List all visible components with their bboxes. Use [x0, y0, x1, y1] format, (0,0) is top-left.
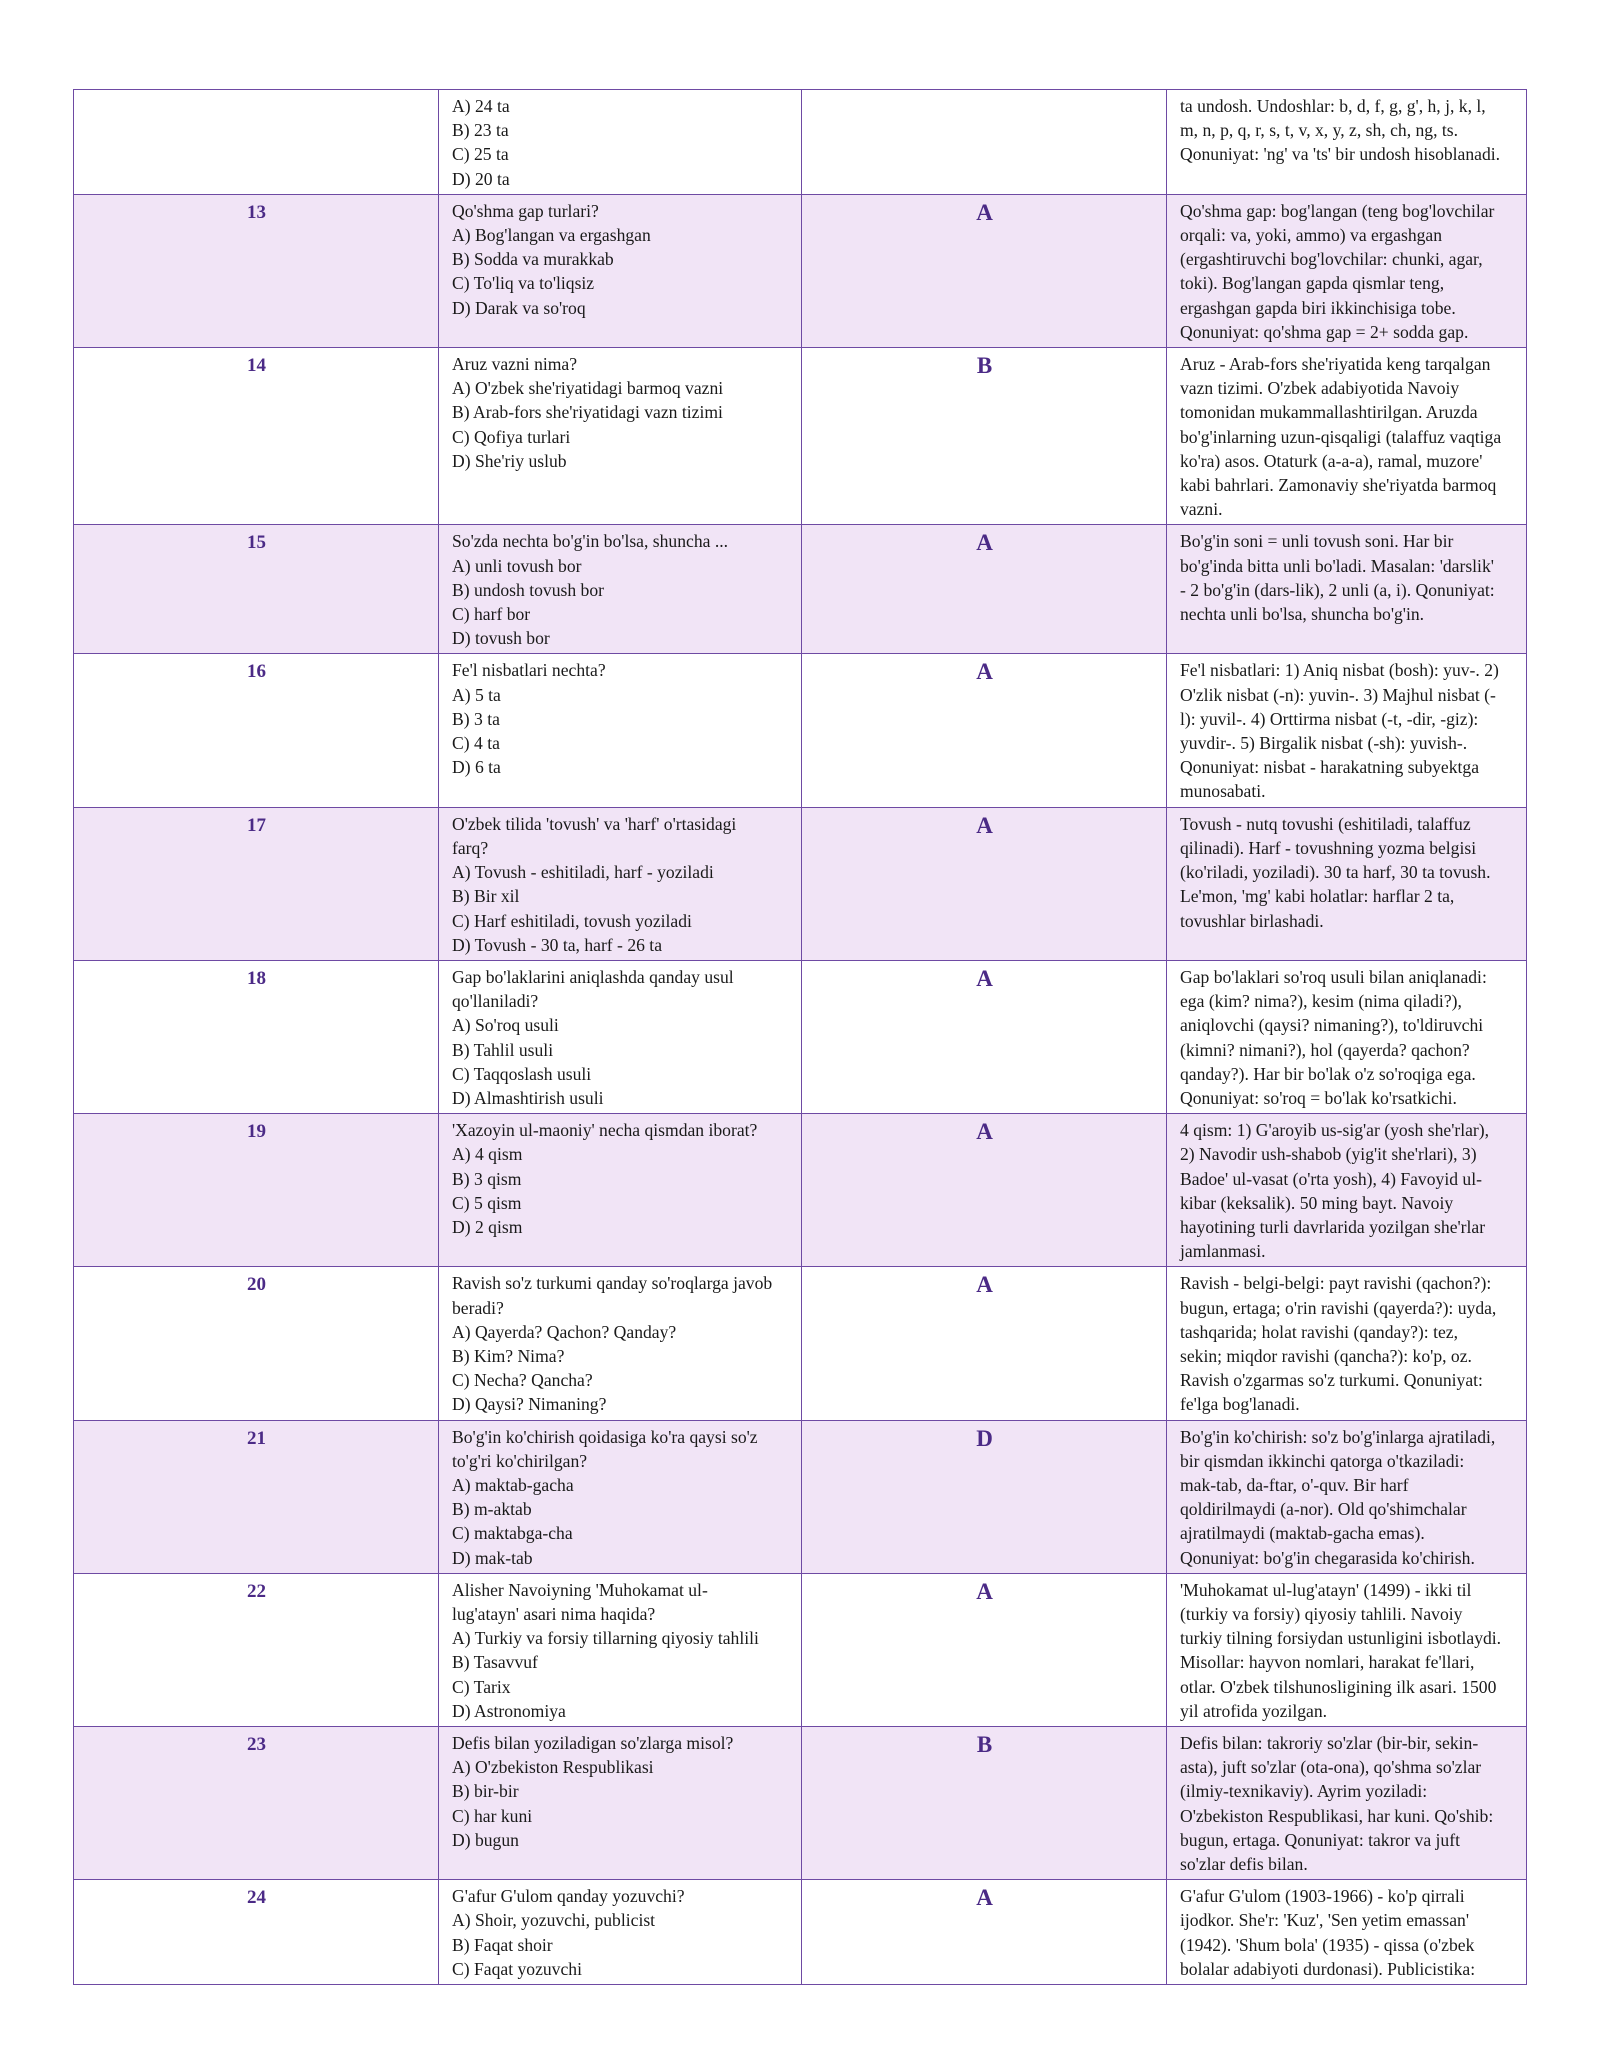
explanation-line: Qo'shma gap: bog'langan (teng bog'lovchilar	[1180, 200, 1495, 221]
answer-option: D) 6 ta	[452, 757, 501, 778]
answer-option: A) unli tovush bor	[452, 555, 582, 576]
question-text: Gap bo'laklarini aniqlashda qanday usul	[452, 966, 734, 987]
explanation-line: kibar (keksalik). 50 ming bayt. Navoiy	[1180, 1192, 1454, 1213]
explanation-cell	[1167, 525, 1527, 654]
explanation-line: Gap bo'laklari so'roq usuli bilan aniqlanadi:	[1180, 966, 1487, 987]
explanation-line: aniqlovchi (qaysi? nimaning?), to'ldiruvchi	[1180, 1015, 1484, 1036]
explanation-line: turkiy tilning forsiydan ustunligini isbotlaydi.	[1180, 1628, 1502, 1649]
correct-answer: A	[802, 1880, 1167, 1985]
explanation-line: O'zbekiston Respublikasi, har kuni. Qo'shib:	[1180, 1805, 1494, 1826]
explanation-line: Qonuniyat: so'roq = bo'lak ko'rsatkichi.	[1180, 1087, 1457, 1108]
answer-option: B) Tahlil usuli	[452, 1039, 554, 1060]
explanation-line: Qonuniyat: 'ng' va 'ts' bir undosh hisoblanadi.	[1180, 144, 1501, 165]
explanation-line: ajratilmaydi (maktab-gacha emas).	[1180, 1523, 1425, 1544]
table-row	[74, 1727, 1527, 1880]
explanation-line: Qonuniyat: nisbat - harakatning subyektga	[1180, 757, 1480, 778]
answer-option: B) Kim? Nima?	[452, 1345, 565, 1366]
explanation-line: bugun, ertaga; o'rin ravishi (qayerda?): uyda,	[1180, 1297, 1497, 1318]
explanation-line: ko'ra) asos. Otaturk (a-a-a), ramal, muzore'	[1180, 450, 1483, 471]
explanation-cell	[1167, 1727, 1527, 1880]
answer-option: A) maktab-gacha	[452, 1474, 574, 1495]
explanation-line: mak-tab, da-ftar, o'-quv. Bir harf	[1180, 1474, 1409, 1495]
question-number	[74, 90, 439, 195]
question-number: 16	[74, 654, 439, 807]
answer-option: C) harf bor	[452, 604, 531, 625]
explanation-cell	[1167, 807, 1527, 960]
answer-option: B) Sodda va murakkab	[452, 249, 614, 270]
explanation-line: yuvdir-. 5) Birgalik nisbat (-sh): yuvish-.	[1180, 733, 1468, 754]
explanation-line: vazni.	[1180, 499, 1223, 520]
table-row	[74, 1114, 1527, 1267]
explanation-line: (ilmiy-texnikaviy). Ayrim yoziladi:	[1180, 1781, 1428, 1802]
explanation-line: O'zlik nisbat (-n): yuvin-. 3) Majhul nisbat (-	[1180, 684, 1496, 705]
answer-option: to'g'ri ko'chirilgan?	[452, 1450, 588, 1471]
answer-option: A) Tovush - eshitiladi, harf - yoziladi	[452, 862, 714, 883]
explanation-line: l): yuvil-. 4) Orttirma nisbat (-t, -dir, -giz):	[1180, 708, 1479, 729]
explanation-line: Le'mon, 'mg' kabi holatlar: harflar 2 ta,	[1180, 886, 1455, 907]
explanation-line: Fe'l nisbatlari: 1) Aniq nisbat (bosh): yuv-. 2)	[1180, 660, 1499, 681]
explanation-line: bolalar adabiyoti durdonasi). Publicistika:	[1180, 1958, 1476, 1979]
explanation-line: fe'lga bog'lanadi.	[1180, 1394, 1300, 1415]
question-text: Ravish so'z turkumi qanday so'roqlarga javob	[452, 1273, 773, 1294]
explanation-line: tomonidan mukammallashtirilgan. Aruzda	[1180, 402, 1478, 423]
answer-option: C) 5 qism	[452, 1192, 522, 1213]
answer-option: C) Harf eshitiladi, tovush yoziladi	[452, 910, 692, 931]
explanation-line: otlar. O'zbek tilshunosligining ilk asari. 1500	[1180, 1676, 1497, 1697]
explanation-line: - 2 bo'g'in (dars-lik), 2 unli (a, i). Qonuniyat:	[1180, 579, 1495, 600]
explanation-line: ergashgan gapda biri ikkinchisiga tobe.	[1180, 297, 1456, 318]
explanation-cell	[1167, 1420, 1527, 1573]
explanation-line: bo'g'inda bitta unli bo'ladi. Masalan: 'darslik'	[1180, 555, 1494, 576]
table-row	[74, 90, 1527, 195]
explanation-line: so'zlar defis bilan.	[1180, 1854, 1308, 1875]
explanation-line: (turkiy va forsiy) qiyosiy tahlili. Navoiy	[1180, 1603, 1463, 1624]
question-number: 24	[74, 1880, 439, 1985]
answer-option: D) Tovush - 30 ta, harf - 26 ta	[452, 934, 663, 955]
answer-option: D) Almashtirish usuli	[452, 1087, 604, 1108]
correct-answer: A	[802, 1114, 1167, 1267]
explanation-line: 4 qism: 1) G'aroyib us-sig'ar (yosh she'rlar),	[1180, 1120, 1490, 1141]
question-number: 21	[74, 1420, 439, 1573]
explanation-line: Qonuniyat: qo'shma gap = 2+ sodda gap.	[1180, 321, 1469, 342]
table-body	[74, 90, 1527, 1985]
explanation-line: orqali: va, yoki, ammo) va ergashgan	[1180, 225, 1443, 246]
answer-option: A) O'zbekiston Respublikasi	[452, 1757, 654, 1778]
question-cell	[439, 1420, 802, 1573]
answer-option: B) Tasavvuf	[452, 1652, 538, 1673]
correct-answer: A	[802, 1573, 1167, 1726]
explanation-line: qoldirilmaydi (a-nor). Old qo'shimchalar	[1180, 1499, 1467, 1520]
question-number: 17	[74, 807, 439, 960]
correct-answer: A	[802, 654, 1167, 807]
correct-answer: D	[802, 1420, 1167, 1573]
answer-option: C) 4 ta	[452, 733, 500, 754]
explanation-line: jamlanmasi.	[1180, 1241, 1266, 1262]
answer-option: D) She'riy uslub	[452, 450, 567, 471]
correct-answer: A	[802, 525, 1167, 654]
answer-option: C) Faqat yozuvchi	[452, 1958, 582, 1979]
question-text: Aruz vazni nima?	[452, 354, 578, 375]
table-row	[74, 1573, 1527, 1726]
question-cell	[439, 348, 802, 525]
explanation-line: Ravish o'zgarmas so'z turkumi. Qonuniyat:	[1180, 1370, 1483, 1391]
question-cell	[439, 525, 802, 654]
answer-option: D) Qaysi? Nimaning?	[452, 1394, 607, 1415]
question-cell	[439, 654, 802, 807]
answer-option: lug'atayn' asari nima haqida?	[452, 1603, 656, 1624]
explanation-line: vazn tizimi. O'zbek adabiyotida Navoiy	[1180, 378, 1460, 399]
question-text: Fe'l nisbatlari nechta?	[452, 660, 606, 681]
question-number: 19	[74, 1114, 439, 1267]
answer-option: A) Qayerda? Qachon? Qanday?	[452, 1321, 677, 1342]
answer-option: B) Bir xil	[452, 886, 520, 907]
explanation-line: tovushlar birlashadi.	[1180, 910, 1324, 931]
question-number: 22	[74, 1573, 439, 1726]
answer-option: C) 25 ta	[452, 144, 509, 165]
answer-option: B) Arab-fors she'riyatidagi vazn tizimi	[452, 402, 723, 423]
answer-option: C) Qofiya turlari	[452, 426, 571, 447]
explanation-cell	[1167, 654, 1527, 807]
answer-option: C) Taqqoslash usuli	[452, 1063, 592, 1084]
explanation-line: sekin; miqdor ravishi (qancha?): ko'p, oz.	[1180, 1345, 1472, 1366]
question-cell	[439, 960, 802, 1113]
explanation-line: Defis bilan: takroriy so'zlar (bir-bir, sekin-	[1180, 1733, 1479, 1753]
explanation-line: (ko'riladi, yoziladi). 30 ta harf, 30 ta tovush.	[1180, 862, 1491, 883]
explanation-line: m, n, p, q, r, s, t, v, x, y, z, sh, ch, ng, ts.	[1180, 120, 1459, 141]
answer-option: qo'llaniladi?	[452, 991, 539, 1012]
explanation-cell	[1167, 1573, 1527, 1726]
explanation-line: bo'g'inlarning uzun-qisqaligi (talaffuz vaqtiga	[1180, 426, 1502, 447]
explanation-line: munosabati.	[1180, 781, 1266, 802]
question-cell	[439, 1114, 802, 1267]
explanation-line: hayotining turli davrlarida yozilgan she'rlar	[1180, 1216, 1486, 1237]
question-text: Qo'shma gap turlari?	[452, 200, 599, 221]
explanation-line: Bo'g'in soni = unli tovush soni. Har bir	[1180, 531, 1454, 552]
question-text: So'zda nechta bo'g'in bo'lsa, shuncha ...	[452, 531, 729, 552]
answer-option: D) Darak va so'roq	[452, 297, 586, 318]
explanation-line: (1942). 'Shum bola' (1935) - qissa (o'zbek	[1180, 1934, 1475, 1955]
answer-option: C) Necha? Qancha?	[452, 1370, 593, 1391]
question-number: 23	[74, 1727, 439, 1880]
explanation-cell	[1167, 1114, 1527, 1267]
answer-option: D) Astronomiya	[452, 1700, 566, 1721]
answer-option: A) So'roq usuli	[452, 1015, 559, 1036]
explanation-line: Ravish - belgi-belgi: payt ravishi (qachon?):	[1180, 1273, 1492, 1294]
table-row	[74, 807, 1527, 960]
explanation-cell	[1167, 194, 1527, 347]
explanation-line: ijodkor. She'r: 'Kuz', 'Sen yetim emassan'	[1180, 1910, 1469, 1931]
correct-answer: B	[802, 348, 1167, 525]
explanation-line: toki). Bog'langan gapda qismlar teng,	[1180, 273, 1445, 294]
answer-option: A) 24 ta	[452, 96, 510, 116]
explanation-line: Qonuniyat: bo'g'in chegarasida ko'chirish.	[1180, 1547, 1475, 1568]
question-text: Defis bilan yoziladigan so'zlarga misol?	[452, 1733, 734, 1753]
answer-option: B) Faqat shoir	[452, 1934, 553, 1955]
explanation-line: tashqarida; holat ravishi (qanday?): tez,	[1180, 1321, 1458, 1342]
explanation-line: qanday?). Har bir bo'lak o'z so'roqiga ega.	[1180, 1063, 1476, 1084]
answer-option: A) O'zbek she'riyatidagi barmoq vazni	[452, 378, 724, 399]
explanation-line: Badoe' ul-vasat (o'rta yosh), 4) Favoyid ul-	[1180, 1168, 1482, 1189]
answer-option: B) bir-bir	[452, 1781, 519, 1802]
question-text: 'Xazoyin ul-maoniy' necha qismdan iborat?	[452, 1120, 758, 1141]
question-text: Bo'g'in ko'chirish qoidasiga ko'ra qaysi so'z	[452, 1426, 758, 1447]
table-row	[74, 1420, 1527, 1573]
question-cell	[439, 194, 802, 347]
answer-option: B) 3 qism	[452, 1168, 522, 1189]
explanation-line: 'Muhokamat ul-lug'atayn' (1499) - ikki til	[1180, 1579, 1472, 1600]
answer-option: A) Turkiy va forsiy tillarning qiyosiy tahlili	[452, 1628, 759, 1649]
answer-option: C) Tarix	[452, 1676, 511, 1697]
explanation-cell	[1167, 1267, 1527, 1420]
question-text: G'afur G'ulom qanday yozuvchi?	[452, 1886, 685, 1907]
question-number: 20	[74, 1267, 439, 1420]
explanation-line: (kimni? nimani?), hol (qayerda? qachon?	[1180, 1039, 1470, 1060]
answer-option: D) tovush bor	[452, 628, 550, 649]
question-cell	[439, 1573, 802, 1726]
answer-option: D) 2 qism	[452, 1216, 523, 1237]
table-row	[74, 1880, 1527, 1985]
question-cell	[439, 1727, 802, 1880]
answer-option: D) bugun	[452, 1829, 519, 1850]
answer-option: B) 23 ta	[452, 120, 509, 141]
explanation-line: ta undosh. Undoshlar: b, d, f, g, g', h, j, k, l,	[1180, 96, 1486, 116]
table-row	[74, 194, 1527, 347]
explanation-line: bir qismdan ikkinchi qatorga o'tkaziladi:	[1180, 1450, 1465, 1471]
explanation-cell	[1167, 960, 1527, 1113]
explanation-line: (ergashtiruvchi bog'lovchilar: chunki, agar,	[1180, 249, 1483, 270]
answer-option: C) maktabga-cha	[452, 1523, 573, 1544]
table-row	[74, 525, 1527, 654]
question-number: 15	[74, 525, 439, 654]
explanation-line: G'afur G'ulom (1903-1966) - ko'p qirrali	[1180, 1886, 1465, 1907]
table-row	[74, 348, 1527, 525]
answer-option: beradi?	[452, 1297, 504, 1318]
answer-option: A) 4 qism	[452, 1144, 523, 1165]
explanation-line: Tovush - nutq tovushi (eshitiladi, talaffuz	[1180, 813, 1471, 834]
correct-answer: A	[802, 960, 1167, 1113]
explanation-line: nechta unli bo'lsa, shuncha bo'g'in.	[1180, 604, 1425, 625]
explanation-line: kabi bahrlari. Zamonaviy she'riyatda barmoq	[1180, 475, 1497, 496]
explanation-line: Aruz - Arab-fors she'riyatida keng tarqalgan	[1180, 354, 1491, 375]
explanation-cell	[1167, 1880, 1527, 1985]
table-row	[74, 1267, 1527, 1420]
explanation-line: yil atrofida yozilgan.	[1180, 1700, 1328, 1721]
explanation-cell	[1167, 90, 1527, 195]
correct-answer: B	[802, 1727, 1167, 1880]
explanation-line: bugun, ertaga. Qonuniyat: takror va juft	[1180, 1829, 1460, 1850]
question-cell	[439, 90, 802, 195]
question-text: O'zbek tilida 'tovush' va 'harf' o'rtasidagi	[452, 813, 737, 834]
correct-answer: A	[802, 194, 1167, 347]
question-number: 18	[74, 960, 439, 1113]
question-number: 13	[74, 194, 439, 347]
correct-answer: A	[802, 807, 1167, 960]
explanation-line: Misollar: hayvon nomlari, harakat fe'llari,	[1180, 1652, 1475, 1673]
answer-option: farq?	[452, 837, 489, 858]
explanation-line: Bo'g'in ko'chirish: so'z bo'g'inlarga ajratiladi,	[1180, 1426, 1496, 1447]
question-text: Alisher Navoiyning 'Muhokamat ul-	[452, 1579, 708, 1600]
correct-answer: A	[802, 1267, 1167, 1420]
table-row	[74, 960, 1527, 1113]
answer-option: C) To'liq va to'liqsiz	[452, 273, 595, 294]
answer-option: D) mak-tab	[452, 1547, 533, 1568]
explanation-line: qilinadi). Harf - tovushning yozma belgisi	[1180, 837, 1477, 858]
question-answer-table	[73, 89, 1527, 1985]
answer-option: D) 20 ta	[452, 168, 510, 189]
answer-option: A) Shoir, yozuvchi, publicist	[452, 1910, 656, 1931]
answer-option: A) 5 ta	[452, 684, 501, 705]
answer-option: B) m-aktab	[452, 1499, 532, 1520]
answer-option: B) 3 ta	[452, 708, 500, 729]
correct-answer	[802, 90, 1167, 195]
question-cell	[439, 1267, 802, 1420]
question-cell	[439, 1880, 802, 1985]
question-number: 14	[74, 348, 439, 525]
explanation-cell	[1167, 348, 1527, 525]
explanation-line: asta), juft so'zlar (ota-ona), qo'shma so'zlar	[1180, 1757, 1482, 1778]
answer-option: C) har kuni	[452, 1805, 533, 1826]
explanation-line: 2) Navodir ush-shabob (yig'it she'rlari), 3)	[1180, 1144, 1477, 1165]
explanation-line: ega (kim? nima?), kesim (nima qiladi?),	[1180, 991, 1462, 1012]
table-row	[74, 654, 1527, 807]
answer-option: A) Bog'langan va ergashgan	[452, 225, 651, 246]
answer-option: B) undosh tovush bor	[452, 579, 604, 600]
question-cell	[439, 807, 802, 960]
